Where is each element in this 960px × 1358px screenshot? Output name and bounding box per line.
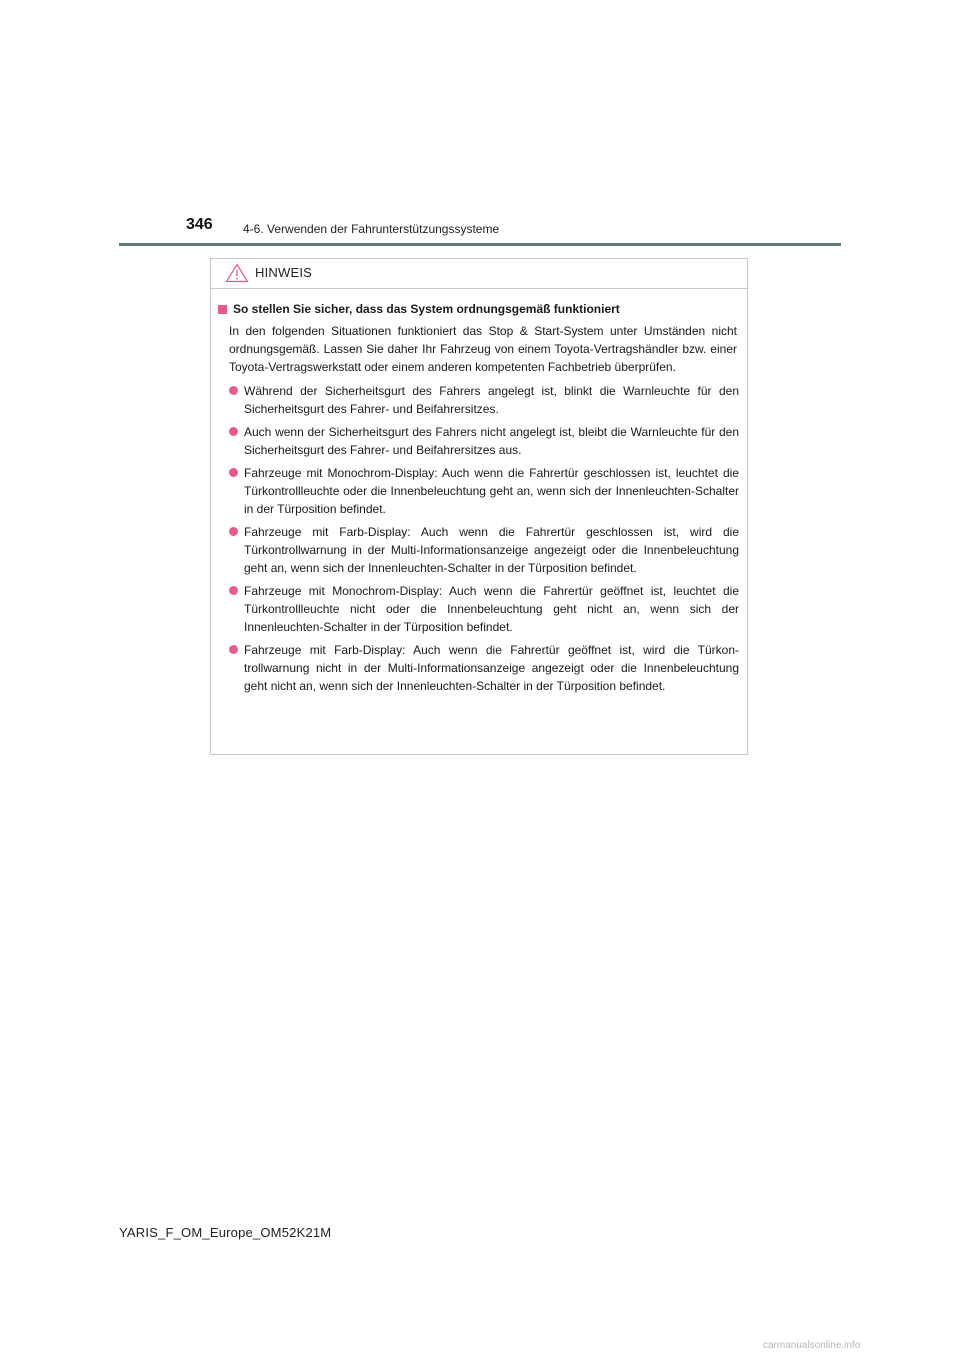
notice-heading-text: So stellen Sie sicher, dass das System ordnungsgemäß funktioniert	[233, 302, 620, 316]
list-item	[229, 423, 739, 459]
dot-bullet-icon	[229, 427, 238, 436]
list-item-text: Fahrzeuge mit Monochrom-Display: Auch wenn die Fahrertür geöffnet ist, leuchtet die Türkontrollleuchte nicht oder die Innenbeleuchtung geht nicht an, wenn sich der Innenleuchten-Schalter in der Türposition befindet.	[244, 584, 739, 634]
dot-bullet-icon	[229, 386, 238, 395]
notice-box	[210, 258, 748, 755]
notice-header	[211, 259, 747, 289]
dot-bullet-icon	[229, 468, 238, 477]
list-item-text: Auch wenn der Sicherheitsgurt des Fahrers nicht angelegt ist, bleibt die Warnleuchte für den Sicherheitsgurt des Fahrer- und Beifahrersitzes aus.	[244, 425, 739, 457]
notice-bullet-list	[218, 382, 739, 695]
list-item	[229, 464, 739, 518]
list-item-text: Während der Sicherheitsgurt des Fahrers angelegt ist, blinkt die Warnleuchte für den Sicherheitsgurt des Fahrer- und Beifahrersitzes.	[244, 384, 739, 416]
watermark-text[interactable]: carmanualsonline.info	[763, 1340, 861, 1351]
notice-subheading	[218, 301, 739, 318]
dot-bullet-icon	[229, 527, 238, 536]
notice-body	[211, 289, 747, 695]
list-item-text: Fahrzeuge mit Farb-Display: Auch wenn die Fahrertür geöffnet ist, wird die Türkontrollwarnung nicht in der Multi-Informationsanzeige angezeigt oder die Innenbeleuchtung geht nicht an, wenn sich der Innenleuchten-Schalter in der Türposition befindet.	[244, 643, 739, 693]
section-title: 4-6. Verwenden der Fahrunterstützungssysteme	[243, 222, 500, 236]
list-item-text: Fahrzeuge mit Farb-Display: Auch wenn die Fahrertür geschlossen ist, wird die Türkontrollwarnung in der Multi-Informationsanzeige angezeigt oder die Innenbeleuchtung geht an, wenn sich der Innenleuchten-Schalter in der Türposition befindet.	[244, 525, 739, 575]
notice-intro: In den folgenden Situationen funktioniert das Stop & Start-System unter Umständen nicht ordnungsgemäß. Lassen Sie daher Ihr Fahrzeug von einem Toyota-Vertragshändler bzw. einer Toyota-Vertragswerkstatt oder einem anderen kompetenten Fachbetrieb überprüfen.	[229, 324, 737, 374]
square-bullet-icon	[218, 305, 227, 314]
list-item	[229, 523, 739, 577]
notice-title: HINWEIS	[255, 265, 313, 280]
header-divider	[119, 243, 841, 246]
list-item	[229, 582, 739, 636]
warning-triangle-icon	[225, 263, 249, 283]
list-item-text: Fahrzeuge mit Monochrom-Display: Auch wenn die Fahrertür geschlossen ist, leuchtet die Türkontrollleuchte oder die Innenbeleuchtung geht an, wenn sich der Innenleuchten-Schalter in der Türposition befindet.	[244, 466, 739, 516]
list-item	[229, 641, 739, 695]
dot-bullet-icon	[229, 586, 238, 595]
page-number: 346	[186, 216, 213, 233]
list-item	[229, 382, 739, 418]
dot-bullet-icon	[229, 645, 238, 654]
document-id: YARIS_F_OM_Europe_OM52K21M	[119, 1225, 332, 1240]
